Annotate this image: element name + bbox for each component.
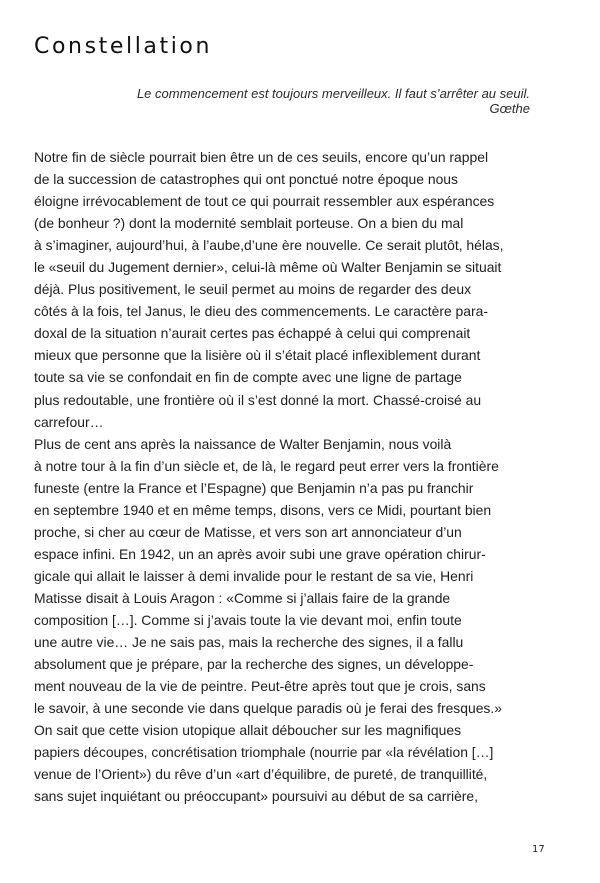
text-line: à s’imaginer, aujourd’hui, à l’aube,d’une ère nouvelle. Ce serait plutôt, hélas,	[34, 237, 504, 254]
epigraph-quote: Le commencement est toujours merveilleux. Il faut s’arrêter au seuil.	[136, 86, 530, 101]
text-line: le savoir, à une seconde vie dans quelque paradis où je ferai des fresques.»	[34, 700, 502, 717]
text-line: Plus de cent ans après la naissance de Walter Benjamin, nous voilà	[34, 435, 452, 452]
text-line: gicale qui allait le laisser à demi invalide pour le restant de sa vie, Henri	[34, 567, 474, 584]
text-line: sans sujet inquiétant ou préoccupant» poursuivi au début de sa carrière,	[34, 788, 479, 805]
text-line: carrefour…	[34, 413, 104, 430]
text-line: funeste (entre la France et l’Espagne) que Benjamin n’a pas pu franchir	[34, 479, 474, 496]
page-title: Constellation	[34, 34, 213, 59]
text-line: venue de l’Orient») du rêve d’un «art d’équilibre, de pureté, de tranquillité,	[34, 766, 488, 783]
page-number: 17	[532, 844, 545, 855]
text-line: le «seuil du Jugement dernier», celui-là même où Walter Benjamin se situait	[34, 259, 502, 276]
text-line: Matisse disait à Louis Aragon : «Comme si j’allais faire de la grande	[34, 589, 451, 606]
text-line: côtés à la fois, tel Janus, le dieu des commencements. Le caractère para-	[34, 303, 488, 320]
text-line: une autre vie… Je ne sais pas, mais la recherche des signes, il a fallu	[34, 634, 464, 651]
text-line: à notre tour à la fin d’un siècle et, de là, le regard peut errer vers la frontière	[34, 457, 499, 474]
epigraph	[60, 86, 530, 116]
text-line: plus redoutable, une frontière où il s’est donné la mort. Chassé-croisé au	[34, 391, 482, 408]
text-line: en septembre 1940 et en même temps, disons, vers ce Midi, pourtant bien	[34, 501, 492, 518]
text-line: composition […]. Comme si j’avais toute la vie devant moi, enfin toute	[34, 611, 462, 628]
text-line: mieux que personne que la lisière où il s’était placé inflexiblement durant	[34, 347, 481, 364]
text-line: éloigne irrévocablement de tout ce qui pourrait ressembler aux espérances	[34, 193, 495, 210]
text-line: espace infini. En 1942, un an après avoir subi une grave opération chirur-	[34, 545, 486, 562]
text-line: toute sa vie se confondait en fin de compte avec une ligne de partage	[34, 369, 462, 386]
text-line: ment nouveau de la vie de peintre. Peut-être après tout que je crois, sans	[34, 678, 486, 695]
text-line: doxal de la situation n’aurait certes pas échappé à celui qui comprenait	[34, 325, 471, 342]
text-line: de la succession de catastrophes qui ont ponctué notre époque nous	[34, 171, 458, 188]
text-line: Notre fin de siècle pourrait bien être un de ces seuils, encore qu’un rappel	[34, 149, 489, 165]
text-line: déjà. Plus positivement, le seuil permet au moins de regarder des deux	[34, 281, 472, 298]
text-line: proche, si cher au cœur de Matisse, et vers son art annonciateur d’un	[34, 523, 462, 540]
text-line: On sait que cette vision utopique allait déboucher sur les magnifiques	[34, 722, 462, 739]
body-text	[34, 146, 568, 807]
text-line: papiers découpes, concrétisation triomphale (nourrie par «la révélation […]	[34, 744, 494, 761]
epigraph-author: Gœthe	[489, 101, 530, 116]
text-line: absolument que je prépare, par la recherche des signes, un développe-	[34, 656, 474, 673]
text-line: (de bonheur ?) dont la modernité semblait porteuse. On a bien du mal	[34, 215, 464, 232]
